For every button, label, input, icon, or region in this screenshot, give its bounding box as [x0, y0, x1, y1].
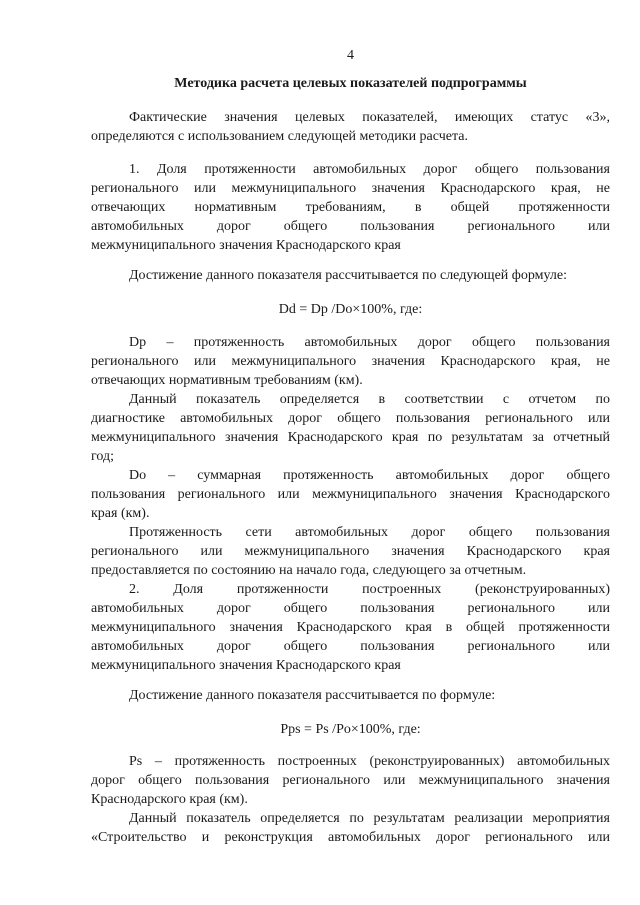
text-line: регионального или межмуниципального значения Краснодарского края, не [91, 354, 610, 369]
text-line: отвечающих нормативным требованиям (км). [91, 373, 363, 388]
text-line: 1. Доля протяженности автомобильных дорог общего пользования [129, 162, 610, 177]
text-line: 2. Доля протяженности построенных (реконструированных) [129, 582, 610, 597]
section-title: Методика расчета целевых показателей подпрограммы [174, 76, 527, 91]
text-line: Данный показатель определяется по результатам реализации мероприятия [129, 811, 610, 826]
indicator-1-paragraph [91, 160, 610, 255]
indicator-1-calc-paragraph [91, 266, 610, 285]
text-line: автомобильных дорог общего пользования регионального или [91, 601, 610, 616]
text-line: Краснодарского края (км). [91, 792, 248, 807]
text-line: межмуниципального значения Краснодарского края [91, 658, 401, 673]
text-line: края (км). [91, 506, 150, 521]
text-line: Dp – протяженность автомобильных дорог общего пользования [129, 335, 610, 350]
text-line: «Строительство и реконструкция автомобильных дорог регионального или [91, 830, 610, 845]
text-line: пользования регионального или межмуниципального значения Краснодарского [91, 487, 610, 502]
text-line: Данный показатель определяется в соответствии с отчетом по [129, 392, 610, 407]
text-line: Достижение данного показателя рассчитывается по формуле: [129, 688, 496, 703]
indicator-2-paragraph [91, 580, 610, 675]
indicator-2-calc-paragraph [91, 686, 610, 705]
text-line: диагностике автомобильных дорог общего пользования регионального или [91, 411, 610, 426]
network-length-paragraph [91, 523, 610, 580]
text-line: межмуниципального значения Краснодарского края по результатам за отчетный [91, 430, 610, 445]
text-line: автомобильных дорог общего пользования регионального или [91, 219, 610, 234]
text-line: определяются с использованием следующей методики расчета. [91, 129, 468, 144]
do-definition-paragraph [91, 466, 610, 523]
dp-source-paragraph [91, 390, 610, 466]
dp-definition-paragraph [91, 333, 610, 390]
text-line: Do – суммарная протяженность автомобильных дорог общего [129, 468, 610, 483]
intro-paragraph [91, 108, 610, 146]
text-line: отвечающих нормативным требованиям, в общей протяженности [91, 200, 610, 215]
ps-source-paragraph [91, 809, 610, 847]
text-line: Фактические значения целевых показателей, имеющих статус «3», [129, 110, 610, 125]
text-line: межмуниципального значения Краснодарского края [91, 238, 401, 253]
formula-dd: Dd = Dp /Do×100%, где: [278, 302, 423, 317]
formula-pps: Pps = Ps /Po×100%, где: [280, 722, 421, 737]
text-line: предоставляется по состоянию на начало года, следующего за отчетным. [91, 563, 527, 578]
text-line: Достижение данного показателя рассчитывается по следующей формуле: [129, 268, 567, 283]
text-line: автомобильных дорог общего пользования регионального или [91, 639, 610, 654]
text-line: дорог общего пользования регионального или межмуниципального значения [91, 773, 610, 788]
ps-definition-paragraph [91, 752, 610, 809]
text-line: межмуниципального значения Краснодарского края в общей протяженности [91, 620, 610, 635]
text-line: Протяженность сети автомобильных дорог общего пользования [129, 525, 610, 540]
page-number: 4 [347, 48, 354, 63]
text-line: регионального или межмуниципального значения Краснодарского края [91, 544, 610, 559]
text-line: регионального или межмуниципального значения Краснодарского края, не [91, 181, 610, 196]
text-line: год; [91, 449, 115, 464]
text-line: Ps – протяженность построенных (реконструированных) автомобильных [129, 754, 610, 769]
